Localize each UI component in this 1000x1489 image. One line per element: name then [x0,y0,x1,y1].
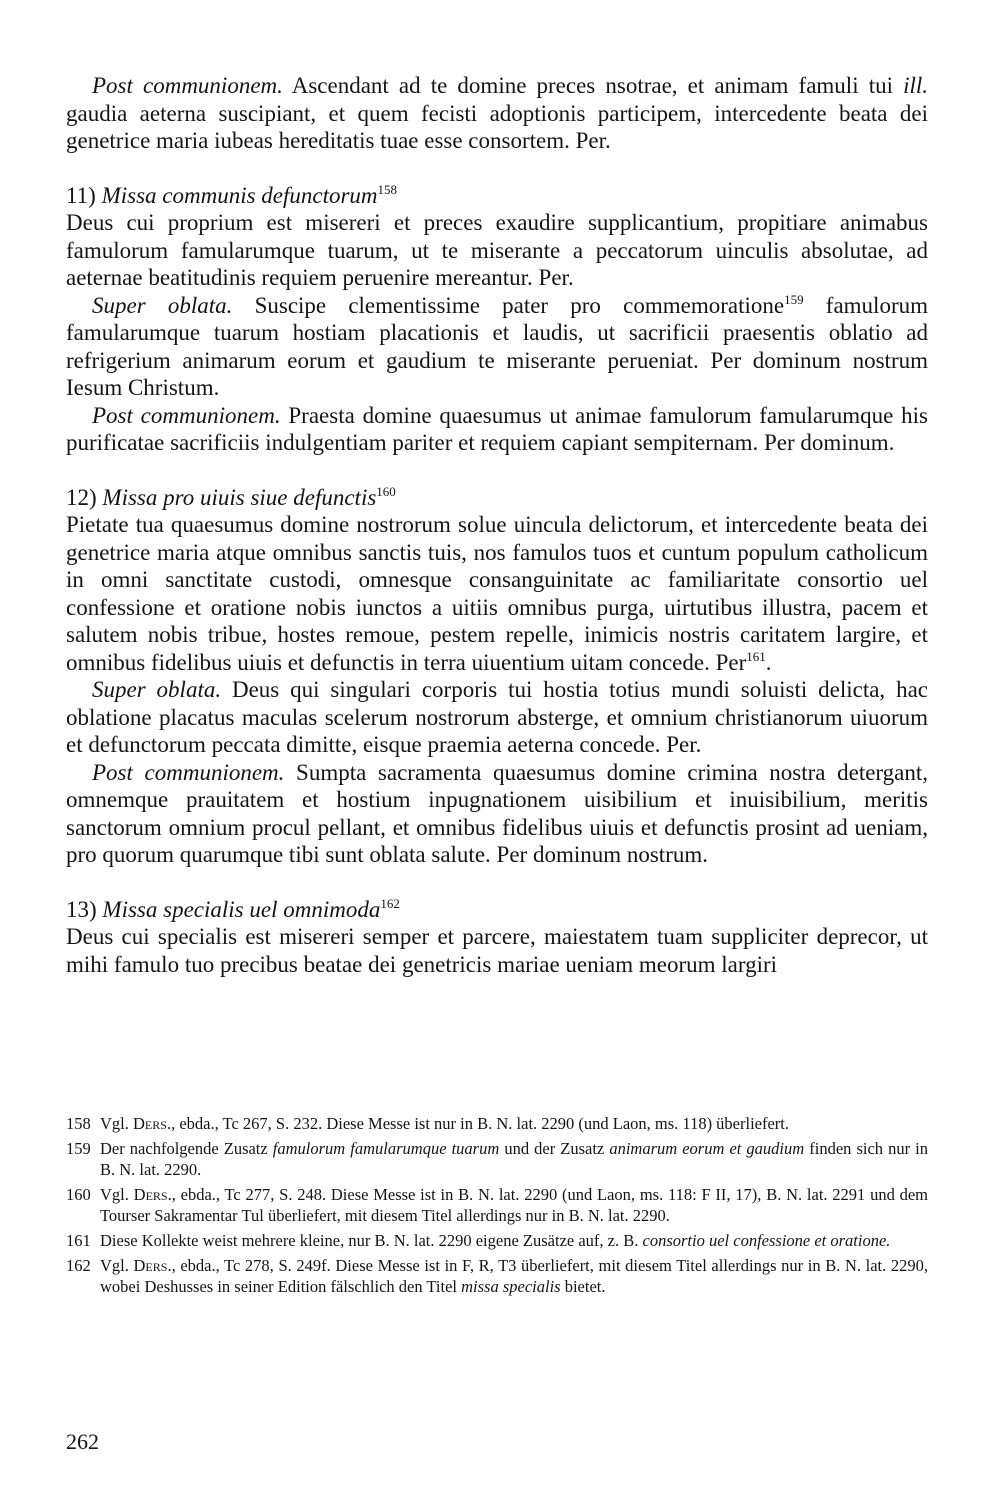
text-run: Pietate tua quaesumus domine nostrorum solue uincula delictorum, et intercedente beata dei genetrice maria atque omnibus sanctis tuis, nos famulos tuos et cuntum populum catholicum in omni sanctitate custodi, omnesque consanguinitate ac familiaritate consortio uel confessione et oratione nobis iunctos a uitiis omnibus purga, uirtutibus illustra, pacem et salutem nobis tribue, hostes remoue, pestem repelle, inimicis nostris caritatem largire, et omnibus fidelibus uiuis et defunctis in terra uiuentium uitam concede. Per [66,512,928,675]
paragraph [66,72,928,155]
paragraph [66,759,928,869]
paragraph [66,511,928,676]
paragraph [66,923,928,978]
text-run: Deus qui singulari corporis tui hostia totius mundi soluisti delicta, hac oblatione placatus maculas scelerum nostrorum absterge, et omnium christianorum uiuorum et defunctorum peccata dimitte, eisque praemia aeterna concede. Per. [66,677,928,757]
footnote-number: 158 [66,1114,91,1133]
text-run: finden sich nur in B. N. lat. 2290. [100,1139,928,1179]
footnote [66,1230,928,1251]
text-run: . [765,649,772,675]
footnote-number: 160 [66,1185,91,1204]
text-run: Deus cui proprium est misereri et preces exaudire supplicantium, propitiare animabus famulorum famularumque tuarum, ut te miserante a peccatorum uinculis absolutae, ad aeternae beatitudinis requiem peruenire mereantur. Per. [66,210,928,290]
section-title: Missa pro uiuis siue defunctis [102,484,377,510]
text-run: famulorum famularumque tuarum hostiam placationis et laudis, ut sacrificii praesentis oblatio ad refrigerium animarum eorum et gaudium te miserante perueniat. Per dominum nostrum Iesum Christum. [66,292,928,400]
footnote-number: 161 [66,1231,91,1250]
paragraph [66,676,928,759]
footnote-ref: 158 [377,181,398,197]
text-run: Ascendant ad te domine preces nsotrae, et animam famuli tui [282,73,904,98]
small-caps-text: Ders. [133,1256,172,1275]
footnote-ref: 162 [380,895,400,911]
small-caps-text: Ders. [133,1185,172,1204]
footnote-ref: 161 [746,648,766,664]
small-caps-text: Ders. [133,1114,172,1133]
footnote [66,1255,928,1297]
text-run: gaudia aeterna suscipiant, et quem fecisti adoptionis participem, intercedente beata dei genetrice maria iubeas hereditatis tuae esse consortem. Per. [66,100,928,153]
text-run: Suscipe clementissime pater pro commemoratione [232,292,785,318]
text-run: , ebda., Tc 277, S. 248. Diese Messe ist in B. N. lat. 2290 (und Laon, ms. 118: F II, 17), B. N. lat. 2291 und dem Tourser Sakramentar Tul überliefert, mit diesem Titel allerdings nur in B. N. lat. 2290. [100,1185,929,1225]
section-number: 11) [66,182,96,208]
italic-text: missa specialis [461,1277,561,1296]
footnote [66,1113,928,1134]
text-run: Praesta domine quaesumus ut animae famulorum famularumque his purificatae sacrificiis indulgentiam pariter et requiem capiant sempiternam. Per dominum. [66,402,929,455]
footnote [66,1138,928,1180]
footnote-ref: 159 [784,291,804,307]
text-run: bietet. [560,1277,606,1296]
main-text [66,72,928,978]
italic-text: Post communionem. [92,73,283,98]
paragraph [66,402,928,457]
footnote [66,1184,928,1226]
text-run: Sumpta sacramenta quaesumus domine crimina nostra detergant, omnemque prauitatem et hostium inpugnationem uisibilium et inuisibilium, meritis sanctorum omnium procul pellant, et omnibus fidelibus uiuis et defunctis prosint ad ueniam, pro quorum quarumque tibi sunt oblata salute. Per dominum nostrum. [66,759,929,867]
section-number: 13) [66,896,97,922]
italic-text: consortio uel confessione et oratione. [642,1231,891,1250]
italic-text: ill. [903,73,928,98]
text-run: und der Zusatz [499,1139,610,1158]
italic-text: Post communionem. [92,402,281,428]
footnote-ref: 160 [376,483,396,499]
text-run: , ebda., Tc 278, S. 249f. Diese Messe ist in F, R, T3 überliefert, mit diesem Titel allerdings nur in B. N. lat. 2290, wobei Deshusses in seiner Edition fälschlich den Titel [100,1256,928,1296]
section-heading [66,896,928,924]
italic-text: Post communionem. [92,759,285,785]
text-run: Vgl. [100,1114,133,1133]
section-number: 12) [66,484,97,510]
footnote-number: 162 [66,1256,91,1275]
italic-text: Super oblata. [92,677,222,702]
paragraph [66,209,928,292]
footnote-number: 159 [66,1139,91,1158]
page-number: 262 [66,1429,99,1454]
text-run: Diese Kollekte weist mehrere kleine, nur B. N. lat. 2290 eigene Zusätze auf, z. B. [100,1231,643,1250]
italic-text: famulorum famularumque tuarum [272,1139,500,1158]
text-run: Der nachfolgende Zusatz [100,1139,273,1158]
text-run: Vgl. [100,1185,134,1204]
italic-text: Super oblata. [92,292,233,318]
footnotes [66,1113,928,1301]
section-title: Missa specialis uel omnimoda [102,896,381,922]
text-run: Deus cui specialis est misereri semper et parcere, maiestatem tuam suppliciter deprecor, ut mihi famulo tuo precibus beatae dei genetricis mariae ueniam meorum largiri [66,924,928,977]
section-title: Missa communis defunctorum [101,182,378,208]
section-heading [66,484,928,512]
text-run: , ebda., Tc 267, S. 232. Diese Messe ist nur in B. N. lat. 2290 (und Laon, ms. 118) überliefert. [171,1114,790,1133]
italic-text: animarum eorum et gaudium [609,1139,805,1158]
text-run: Vgl. [100,1256,134,1275]
paragraph [66,292,928,402]
section-heading [66,182,928,210]
